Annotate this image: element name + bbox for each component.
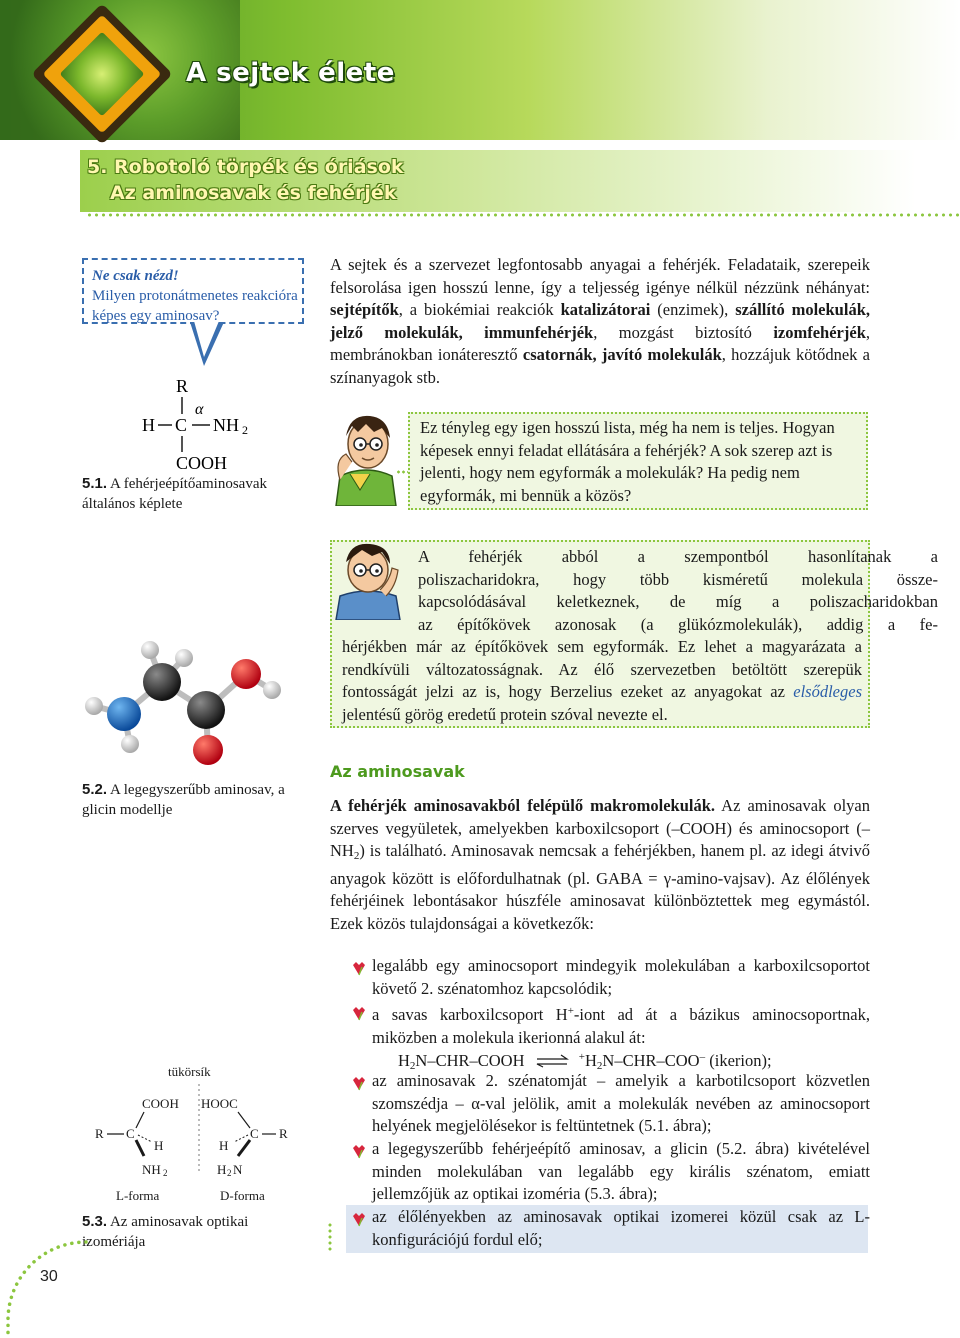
bold-term: izomfehérjék <box>773 322 866 342</box>
text-run: (ikerion); <box>709 1051 772 1070</box>
mirror-plane-label: tükörsík <box>168 1064 211 1079</box>
text-run: , membránokban ionáteresztő <box>330 322 870 364</box>
question-box: Ez tényleg egy igen hosszú lista, még ha nem is teljes. Hogyan képesek ennyi feladat ellátására a fehérjék? A sok szerep azt is jelenti, hogy nem egyformák a molekulák? Ha pedig nem egyformák, mi bennük a közös? <box>408 412 868 510</box>
note-text: Milyen protonátmenetes reakcióra képes egy aminosav? <box>92 288 298 324</box>
text-run: hérjékben már az építőkövek sem egyformák. Ez lehet a magyarázata a rendkívüli változatosságnak. Az élő szervezetben betöltött szerepük fontosságát jelzi az is, hogy Berzelius ezeket az anyagokat az <box>342 637 862 701</box>
text-run: N–CHR–COOH <box>415 1051 525 1070</box>
l-cooh: COOH <box>142 1096 179 1111</box>
text-run: jelentésű görög eredetű protein szóval nevezte el. <box>342 704 668 724</box>
text-run: , a biokémiai reakciók <box>398 300 561 319</box>
list-item: legalább egy aminocsoport mindegyik molekulában a karboxilcsoportot követő 2. szénatomhoz kapcsolódik; <box>372 956 870 998</box>
nitrogen-atom <box>107 697 141 731</box>
hydrogen-atom <box>85 697 103 715</box>
figure-caption-text: Az aminosavak optikai izomériája <box>82 1214 249 1250</box>
subscript: 2 <box>409 1060 416 1072</box>
text-run: -iont ad át a bázikus aminocsoportnak, miközben a molekula ikerionná alakul át: <box>372 1005 870 1047</box>
section-subtitle: Az aminosavak és fehérjék <box>110 182 397 204</box>
bold-lead: A fehérjék aminosavakból felépülő makromolekulák. <box>330 796 716 815</box>
bold-term: csatornák, javító molekulák <box>522 345 722 364</box>
text-run: , mozgást biztosító <box>593 322 774 342</box>
glycine-model-image <box>74 632 304 772</box>
subsection-heading: Az aminosavak <box>330 762 465 781</box>
figure-number: 5.2. <box>82 781 108 798</box>
bullet-icon <box>350 959 368 977</box>
bold-term: katalizátorai <box>560 300 651 319</box>
explanation-line: poliszacharidokra, hogy több kisméretű molekula össze- <box>418 569 938 589</box>
formula-c: C <box>175 415 188 435</box>
superscript: – <box>699 1051 706 1063</box>
bullet-icon <box>350 1142 368 1160</box>
figure-caption-text: A fehérjeépítőaminosavak általános képlete <box>82 476 267 512</box>
aminosav-paragraph <box>330 795 870 935</box>
text-run: H <box>398 1051 410 1070</box>
d-form-label: D-forma <box>220 1188 265 1203</box>
d-hooc: HOOC <box>201 1096 238 1111</box>
oxygen-atom <box>231 659 261 689</box>
text-run: N–CHR–COO <box>602 1051 700 1070</box>
explanation-line: az építőkövek azonosak (a glükózmolekulák), addig a fe- <box>418 614 938 634</box>
d-h2n-sub: 2 <box>227 1168 232 1178</box>
formula-sub-2: 2 <box>242 423 248 437</box>
section-title: 5. Robotoló törpék és óriások <box>87 156 404 178</box>
subscript: 2 <box>596 1060 603 1072</box>
hashed-bond <box>138 1135 152 1142</box>
hydrogen-atom <box>263 681 281 699</box>
list-item: a legegyszerűbb fehérjeépítő aminosav, a glicin (5.2. ábra) kivételével minden molekulában van legalább egy királis szénatom, emiatt jellemzőjük az optikai izoméria (5.3. ábra); <box>372 1139 870 1203</box>
text-run: , hozzájuk kötődnek a színanyagok stb. <box>330 345 870 387</box>
figure-caption-5-1 <box>82 474 310 514</box>
general-aminoacid-formula <box>136 372 276 472</box>
text-run: ) is található. Aminosavak nemcsak a fehérjékben, hanem pl. az idegi átvivő anyagok között is előfordulhatnak (pl. GABA = γ-amino-vajsav). Az élőlények fehérjéinek lebontásakor húszféle aminosavat különböztettek meg egymástól. Ezek közös tulajdonságai a következők: <box>330 841 870 933</box>
wedge-bond <box>136 1140 144 1156</box>
figure-number: 5.3. <box>82 1213 108 1230</box>
explanation-rest <box>342 636 862 726</box>
dotted-divider <box>328 1222 332 1252</box>
formula-h: H <box>142 415 155 435</box>
intro-paragraph <box>330 254 870 389</box>
superscript: + <box>578 1051 585 1063</box>
list-item: az élőlényekben az aminosavak optikai izomerei közül csak az L-konfigurációjú fordul elő; <box>372 1207 870 1249</box>
explanation-box <box>330 540 938 728</box>
figure-caption-5-2 <box>82 780 310 820</box>
l-form-label: L-forma <box>116 1188 160 1203</box>
carbon-atom <box>187 691 225 729</box>
oxygen-atom <box>193 735 223 765</box>
bold-term: szállító molekulák, jelző molekulák, immunfehérjék <box>330 300 870 342</box>
explanation-line: A fehérjék abból a szempontból hasonlítanak a <box>418 547 938 566</box>
wedge-bond <box>238 1140 250 1156</box>
d-h: H <box>219 1138 229 1153</box>
l-nh-sub: 2 <box>163 1168 168 1178</box>
bond-line <box>238 1112 250 1128</box>
figure-number: 5.1. <box>82 475 108 492</box>
formula-nh: NH <box>213 415 239 435</box>
alpha-symbol: α <box>195 401 204 418</box>
italic-term: elsődleges <box>793 682 862 701</box>
scientist-illustration <box>332 540 406 620</box>
hydrogen-atom <box>121 735 139 753</box>
superscript: + <box>567 1005 574 1017</box>
bond-line <box>136 1112 144 1128</box>
d-c: C <box>250 1126 259 1141</box>
bullet-icon <box>350 1074 368 1092</box>
note-lead: Ne csak nézd! <box>92 268 179 284</box>
bold-term: sejtépítők <box>330 300 399 319</box>
formula-cooh: COOH <box>176 453 228 472</box>
equilibrium-arrow-icon <box>535 1054 569 1068</box>
speech-bubble-tail-inner <box>194 321 219 357</box>
text-run: H <box>585 1051 597 1070</box>
optical-isomers-diagram <box>88 1062 318 1210</box>
chapter-title: A sejtek élete <box>186 58 395 88</box>
text-run: Az aminosavak olyan szerves vegyületek, amelyekben karboxilcsoport (–COOH) és aminocsoport (–NH <box>330 796 870 860</box>
list-item <box>372 1000 870 1049</box>
d-h2n-n: N <box>233 1162 243 1177</box>
figure-caption-text: A legegyszerűbb aminosav, a glicin modellje <box>82 782 285 818</box>
dotted-divider <box>86 213 960 217</box>
hydrogen-atom <box>175 649 193 667</box>
l-nh: NH <box>142 1162 161 1177</box>
thinking-boy-illustration <box>330 410 402 506</box>
text-run: a savas karboxilcsoport H <box>372 1005 568 1024</box>
text-run: A sejtek és a szervezet legfontosabb anyagai a fehérjék. Feladataik, szerepeik felsorolása igen hosszú lenne, így a teljesség igénye nélkül nézzünk néhányat: <box>330 255 870 297</box>
hydrogen-atom <box>141 641 159 659</box>
d-r: R <box>279 1126 288 1141</box>
hashed-bond <box>234 1135 248 1142</box>
page-number: 30 <box>40 1268 58 1285</box>
list-item: az aminosavak 2. szénatomját – amelyik a karbotilcsoport közvetlen szomszédja – α-val jelölik, amit a molekulák nevében az aminocsoport helyének megjelölésekor is feltüntetnek (5.1. ábra); <box>372 1071 870 1135</box>
subscript: 2 <box>353 850 360 862</box>
page-corner-decoration <box>0 1240 90 1338</box>
explanation-line: kapcsolódásával keletkeznek, de míg a poliszacharidokban <box>418 592 938 611</box>
d-h2n-h: H <box>217 1162 227 1177</box>
l-r: R <box>95 1126 104 1141</box>
l-h: H <box>154 1138 164 1153</box>
bullet-icon <box>350 1210 368 1228</box>
l-c: C <box>126 1126 135 1141</box>
carbon-atom <box>143 663 181 701</box>
note-box <box>82 258 304 324</box>
figure-caption-5-3 <box>82 1212 312 1252</box>
bullet-icon <box>350 1004 368 1022</box>
text-run: (enzimek), <box>650 300 736 319</box>
formula-r: R <box>176 376 189 396</box>
